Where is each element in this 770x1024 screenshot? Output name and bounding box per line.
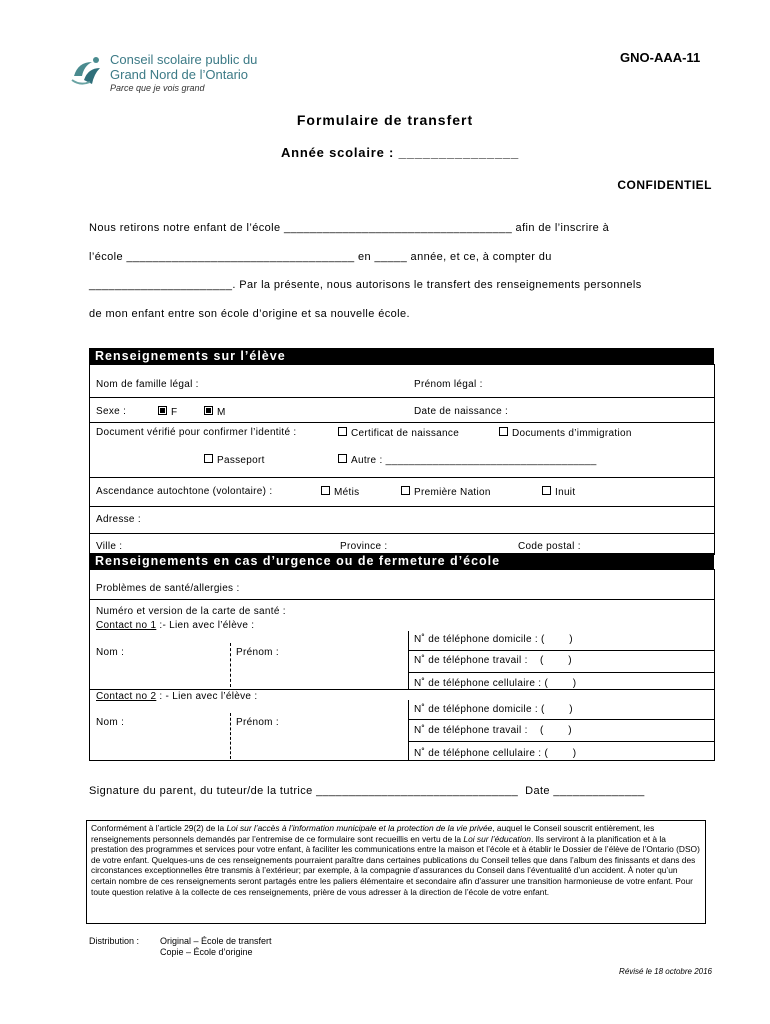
distribution-label: Distribution : (89, 936, 140, 946)
contact1-prenom: Prénom : (236, 647, 279, 658)
address-label: Adresse : (96, 514, 141, 525)
confidential-label: CONFIDENTIEL (617, 178, 712, 192)
inuit-option[interactable]: Inuit (542, 486, 575, 498)
postal-label: Code postal : (518, 541, 581, 552)
sex-label: Sexe : (96, 406, 127, 417)
checkbox-inuit[interactable] (542, 486, 551, 495)
contact2-prenom: Prénom : (236, 717, 279, 728)
checkbox-metis[interactable] (321, 486, 330, 495)
birth-cert-option[interactable]: Certificat de naissance (338, 427, 459, 439)
contact1-label: Contact no 1 :- Lien avec l’élève : (96, 620, 255, 631)
contact2-phone-home: N˚ de téléphone domicile : ( ) (414, 704, 573, 715)
intro-line-1: Nous retirons notre enfant de l’école ___________________________________ afin de l’inscrire à (89, 222, 610, 234)
intro-line-3: ______________________. Par la présente, nous autorisons le transfert des renseignements personnels (89, 279, 642, 291)
health-card-label: Numéro et version de la carte de santé : (96, 606, 286, 617)
province-label: Province : (340, 541, 388, 552)
emergency-section-box (89, 569, 715, 761)
school-year: Année scolaire : _______________ (280, 145, 520, 160)
privacy-notice-text: Conformément à l’article 29(2) de la Loi sur l’accès à l’information municipale et la protection de la vie privée, auquel le Conseil souscrit entièrement, les renseignements personnels demandés par l’entremise de ce formulaire sont recueillis en vertu de la Loi sur l’éducation. Ils serviront à la planification et à la prestation des programmes et services pour votre enfant, à faciliter les communications entre la maison et l’école et à établir le Dossier de l’élève de l’Ontario (DSO) de votre enfant. Quelques-uns de ces renseignements pourraient paraître dans certaines publications du Conseil telles que dans l’album des finissants et dans des circonstances exceptionnelles être transmis à l’extérieur; par exemple, à la compagnie d’assurances du Conseil dans l’éventualité d’un accident. À noter qu’un certain nombre de ces renseignements seront partagés entre les paliers élémentaire et secondaire afin d’assurer une transition harmonieuse de votre enfant. Pour toute question relative à la collecte de ces renseignements, prière de vous adresser à la direction de l’école de votre enfant. (91, 823, 700, 897)
ancestry-label: Ascendance autochtone (volontaire) : (96, 486, 273, 497)
sex-m-option[interactable]: M (204, 406, 226, 418)
id-doc-label: Document vérifié pour confirmer l’identité : (96, 427, 297, 438)
contact1-phone-work: N˚ de téléphone travail : ( ) (414, 655, 572, 666)
revision-date: Révisé le 18 octobre 2016 (619, 967, 712, 976)
form-code: GNO-AAA-11 (620, 50, 701, 65)
checkbox-immigration[interactable] (499, 427, 508, 436)
distribution-original: Original – École de transfert (160, 936, 272, 946)
checkbox-f[interactable] (158, 406, 167, 415)
checkbox-m[interactable] (204, 406, 213, 415)
signature-line: Signature du parent, du tuteur/de la tutrice _______________________________ Date ______________ (89, 785, 645, 797)
health-label: Problèmes de santé/allergies : (96, 583, 240, 594)
checkbox-other[interactable] (338, 454, 347, 463)
first-nation-option[interactable]: Première Nation (401, 486, 491, 498)
privacy-notice (86, 820, 706, 924)
city-label: Ville : (96, 541, 123, 552)
immigration-option[interactable]: Documents d’immigration (499, 427, 632, 439)
logo (70, 50, 258, 98)
metis-option[interactable]: Métis (321, 486, 359, 498)
student-section-header: Renseignements sur l’élève (89, 348, 714, 365)
contact1-nom: Nom : (96, 647, 125, 658)
intro-line-4: de mon enfant entre son école d’origine et sa nouvelle école. (89, 308, 410, 320)
checkbox-passport[interactable] (204, 454, 213, 463)
contact2-label: Contact no 2 : - Lien avec l’élève : (96, 691, 258, 702)
contact2-phone-work: N˚ de téléphone travail : ( ) (414, 725, 572, 736)
first-name-label: Prénom légal : (414, 379, 483, 390)
intro-line-2: l’école ___________________________________ en _____ année, et ce, à compter du (89, 251, 552, 263)
logo-icon (70, 54, 106, 90)
contact1-phone-home: N˚ de téléphone domicile : ( ) (414, 634, 573, 645)
contact2-phone-cell: N˚ de téléphone cellulaire : ( ) (414, 748, 577, 759)
contact2-nom: Nom : (96, 717, 125, 728)
logo-line2: Grand Nord de l’Ontario (110, 67, 249, 82)
contact1-phone-cell: N˚ de téléphone cellulaire : ( ) (414, 678, 577, 689)
birth-date-label: Date de naissance : (414, 406, 509, 417)
form-title: Formulaire de transfert (296, 112, 474, 128)
other-option[interactable]: Autre : ____________________________________ (338, 454, 597, 466)
checkbox-birth-cert[interactable] (338, 427, 347, 436)
logo-line1: Conseil scolaire public du (110, 52, 258, 67)
sex-f-option[interactable]: F (158, 406, 177, 418)
emergency-section-header: Renseignements en cas d’urgence ou de fermeture d’école (89, 553, 714, 570)
last-name-label: Nom de famille légal : (96, 379, 199, 390)
distribution-copy: Copie – École d’origine (160, 947, 253, 957)
logo-tagline: Parce que je vois grand (110, 83, 205, 93)
checkbox-first-nation[interactable] (401, 486, 410, 495)
passport-option[interactable]: Passeport (204, 454, 265, 466)
